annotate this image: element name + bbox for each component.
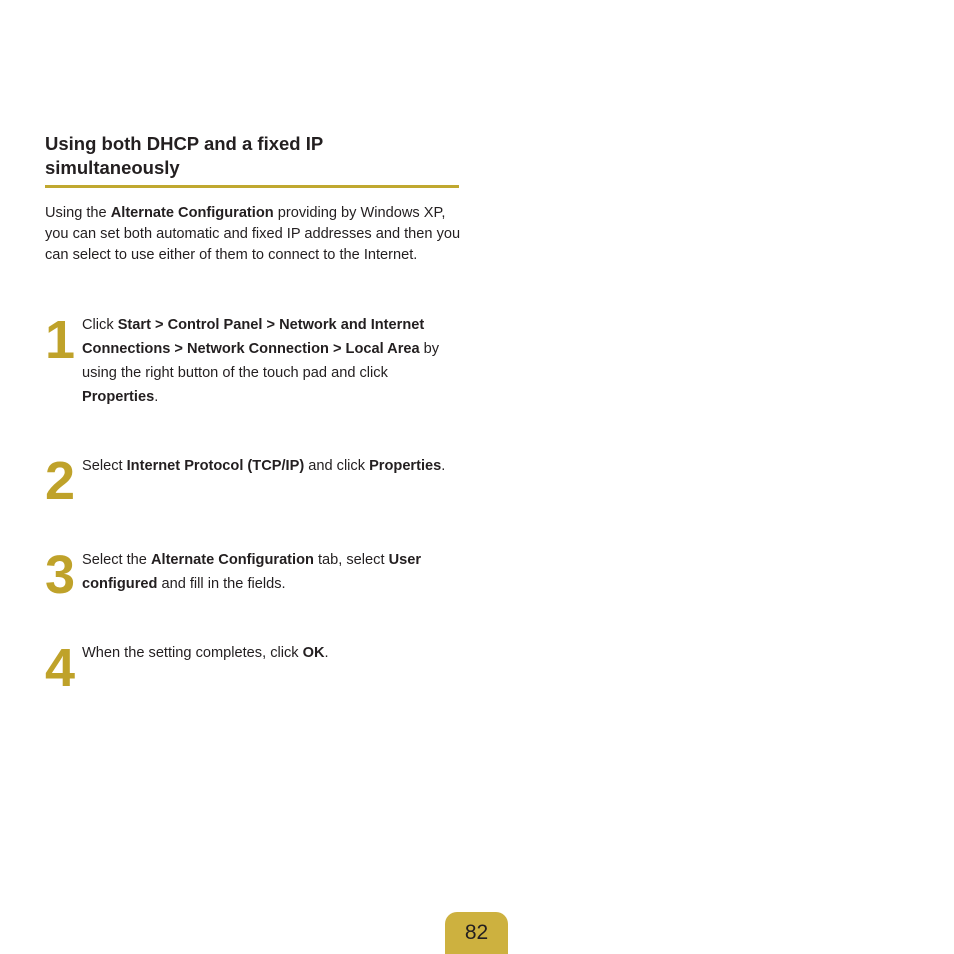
step-number: 1 [45,310,76,370]
intro-text: providing by Windows XP, you can set both automatic and fixed IP addresses and then you can select to use either of them to connect to the Internet. [45,205,461,263]
title-divider [45,185,459,188]
step-instruction [82,313,467,409]
step-bold-term: Properties [369,458,442,474]
step-text: and fill in the fields. [157,576,286,592]
step-text: Select [82,458,127,474]
step-instruction [82,641,467,665]
intro-text: Using the [45,205,111,221]
step-bold-term: OK [302,645,325,661]
step-text: by using the right button of the touch pad and click [82,341,440,381]
intro-paragraph [45,203,465,266]
step-bold-term: Internet Protocol (TCP/IP) [126,458,305,474]
page-number-badge: 82 [445,912,508,954]
step-text: tab, select [313,552,389,568]
step-menu-path: Start > Control Panel > Network and Internet Connections > Network Connection > Local Area [82,317,425,357]
step-bold-term: Alternate Configuration [150,552,314,568]
step-text: . [154,389,159,405]
step-text: and click [304,458,370,474]
step-text: When the setting completes, click [82,645,303,661]
step-number: 3 [45,545,76,605]
step-number: 2 [45,451,76,511]
step-number: 4 [45,638,76,698]
step-instruction [82,454,467,478]
step-text: . [324,645,329,661]
intro-bold-term: Alternate Configuration [110,205,274,221]
step-text: . [441,458,446,474]
step-text: Select the [82,552,151,568]
section-title: Using both DHCP and a fixed IP simultaneously [45,133,323,178]
step-bold-term: Properties [82,389,155,405]
step-instruction [82,548,467,596]
step-bold-term: User configured [82,552,422,592]
step-text: Click [82,317,118,333]
